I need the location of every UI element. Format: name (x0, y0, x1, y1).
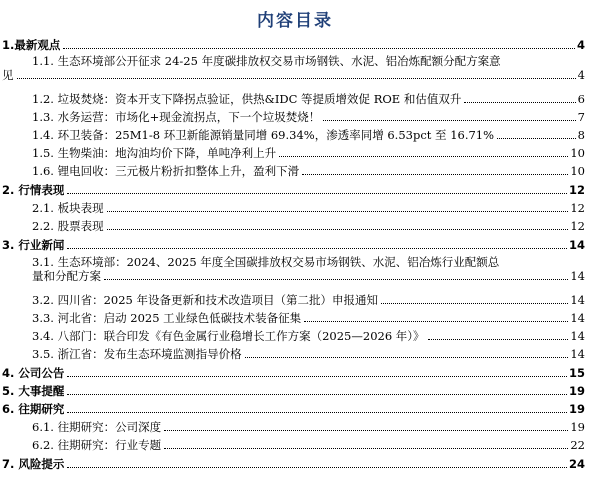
entry-page: 19 (568, 402, 585, 416)
entry-page: 8 (577, 128, 585, 142)
entry-label: 行情表现 (18, 183, 65, 197)
dot-leader (63, 48, 575, 49)
entry-page: 14 (570, 293, 585, 307)
toc-entry-3-4[interactable] (32, 329, 585, 343)
entry-number: 1.5. (32, 146, 54, 160)
dot-leader (67, 467, 567, 468)
entry-label: 板块表现 (57, 201, 104, 215)
dot-leader (67, 412, 567, 413)
toc-entry-1-2[interactable] (32, 92, 585, 106)
entry-number: 1. (2, 38, 15, 52)
entry-number: 2. (2, 183, 15, 197)
toc-entry-6[interactable] (2, 402, 585, 416)
dot-leader (464, 102, 575, 103)
entry-number: 3.1. (32, 255, 54, 269)
toc-entry-5[interactable] (2, 384, 585, 398)
toc-entry-6-2[interactable] (32, 438, 585, 452)
entry-number: 1.4. (32, 128, 54, 142)
entry-page: 6 (577, 92, 585, 106)
entry-page: 22 (570, 438, 585, 452)
entry-number: 3.3. (32, 311, 54, 325)
entry-label: 行业新闻 (18, 238, 65, 252)
dot-leader (17, 78, 576, 79)
entry-label: 风险提示 (18, 457, 65, 471)
entry-number: 1.1. (32, 54, 54, 68)
entry-number: 6.2. (32, 438, 54, 452)
dot-leader (164, 448, 568, 449)
toc-entry-7[interactable] (2, 457, 585, 471)
entry-label: 环卫装备：25M1-8 环卫新能源销量同增 69.34%，渗透率同增 6.53pct 至 16.71% (57, 128, 495, 142)
entry-number: 4. (2, 366, 15, 380)
toc-entry-3-1[interactable] (32, 255, 585, 283)
entry-label-continued: 量和分配方案 (32, 269, 101, 283)
dot-leader (67, 248, 567, 249)
toc-entry-3[interactable] (2, 238, 585, 252)
entry-page: 14 (568, 238, 585, 252)
entry-label: 生态环境部公开征求 24-25 年度碳排放权交易市场钢铁、水泥、铝冶炼配额分配方案意 (57, 54, 501, 68)
dot-leader (381, 303, 568, 304)
toc-entry-2[interactable] (2, 183, 585, 197)
entry-page: 4 (577, 68, 585, 82)
entry-page: 19 (570, 420, 585, 434)
dot-leader (497, 138, 576, 139)
entry-label: 锂电回收：三元极片粉折扣整体上升，盈利下滑 (57, 164, 300, 178)
entry-number: 3.2. (32, 293, 54, 307)
dot-leader (104, 279, 568, 280)
entry-page: 14 (570, 347, 585, 361)
entry-number: 5. (2, 384, 15, 398)
toc-entry-1-5[interactable] (32, 146, 585, 160)
toc-entry-1-4[interactable] (32, 128, 585, 142)
toc-entry-3-5[interactable] (32, 347, 585, 361)
entry-page: 14 (570, 329, 585, 343)
toc-entry-1-6[interactable] (32, 164, 585, 178)
dot-leader (279, 156, 568, 157)
entry-number: 2.2. (32, 219, 54, 233)
entry-label: 大事提醒 (18, 384, 65, 398)
dot-leader (107, 211, 569, 212)
entry-label: 最新观点 (14, 38, 61, 52)
dot-leader (67, 394, 567, 395)
entry-label: 往期研究：行业专题 (57, 438, 162, 452)
entry-number: 3. (2, 238, 15, 252)
entry-label-continued: 见 (2, 68, 14, 82)
entry-label: 浙江省：发布生态环境监测指导价格 (57, 347, 242, 361)
entry-label: 往期研究 (18, 402, 65, 416)
entry-label: 生态环境部：2024、2025 年度全国碳排放权交易市场钢铁、水泥、铝冶炼行业配额总 (57, 255, 500, 269)
entry-number: 1.3. (32, 110, 54, 124)
entry-number: 1.2. (32, 92, 54, 106)
entry-page: 12 (570, 219, 585, 233)
entry-page: 19 (568, 384, 585, 398)
toc-entry-2-2[interactable] (32, 219, 585, 233)
dot-leader (107, 229, 569, 230)
entry-label: 四川省：2025 年设备更新和技术改造项目（第二批）申报通知 (57, 293, 379, 307)
entry-page: 7 (577, 110, 585, 124)
dot-leader (164, 430, 568, 431)
entry-page: 15 (568, 366, 585, 380)
entry-label: 八部门：联合印发《有色金属行业稳增长工作方案（2025—2026 年）》 (57, 329, 425, 343)
toc-title: 内容目录 (257, 11, 333, 31)
toc-entry-3-2[interactable] (32, 293, 585, 307)
dot-leader (304, 321, 568, 322)
entry-page: 10 (570, 146, 585, 160)
toc-entry-3-3[interactable] (32, 311, 585, 325)
entry-label: 水务运营：市场化+现金流拐点，下一个垃圾焚烧！ (57, 110, 321, 124)
entry-number: 3.4. (32, 329, 54, 343)
entry-page: 12 (568, 183, 585, 197)
entry-page: 14 (570, 311, 585, 325)
dot-leader (302, 174, 568, 175)
entry-number: 2.1. (32, 201, 54, 215)
entry-page: 4 (576, 38, 585, 52)
entry-page: 24 (568, 457, 585, 471)
entry-number: 6.1. (32, 420, 54, 434)
entry-number: 1.6. (32, 164, 54, 178)
toc-entry-2-1[interactable] (32, 201, 585, 215)
entry-number: 3.5. (32, 347, 54, 361)
dot-leader (67, 193, 567, 194)
entry-label: 河北省：启动 2025 工业绿色低碳技术装备征集 (57, 311, 302, 325)
toc-entry-1-1[interactable] (2, 54, 585, 82)
entry-label: 股票表现 (57, 219, 104, 233)
dot-leader (323, 120, 575, 121)
entry-label: 公司公告 (18, 366, 65, 380)
toc-entry-1[interactable] (2, 38, 585, 52)
entry-label: 垃圾焚烧：资本开支下降拐点验证，供热&IDC 等提质增效促 ROE 和估值双升 (57, 92, 462, 106)
dot-leader (428, 339, 569, 340)
entry-page: 14 (570, 269, 585, 283)
entry-page: 10 (570, 164, 585, 178)
toc-entry-6-1[interactable] (32, 420, 585, 434)
entry-label: 往期研究：公司深度 (57, 420, 162, 434)
entry-label: 生物柴油：地沟油均价下降，单吨净利上升 (57, 146, 277, 160)
dot-leader (245, 357, 569, 358)
toc-entry-4[interactable] (2, 366, 585, 380)
entry-number: 6. (2, 402, 15, 416)
entry-page: 12 (570, 201, 585, 215)
dot-leader (67, 376, 567, 377)
entry-number: 7. (2, 457, 15, 471)
toc-entry-1-3[interactable] (32, 110, 585, 124)
